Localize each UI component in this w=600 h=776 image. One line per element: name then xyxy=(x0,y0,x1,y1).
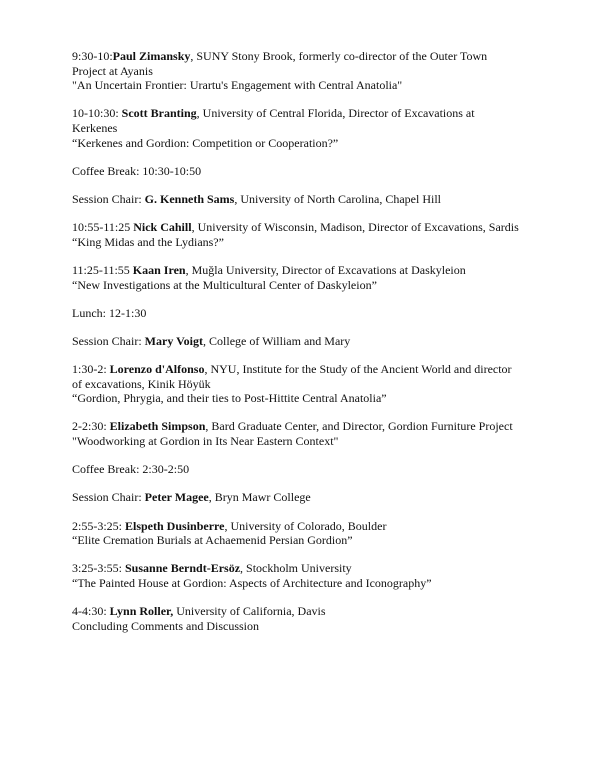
talk-title: “King Midas and the Lydians?” xyxy=(72,234,224,249)
program-page xyxy=(72,49,542,633)
talk-time: 4-4:30: xyxy=(72,604,110,619)
speaker-name: Lorenzo d'Alfonso xyxy=(109,362,205,377)
talk-time: 10-10:30: xyxy=(72,106,122,121)
talk-title: “Gordion, Phrygia, and their ties to Post-Hittite Central Anatolia” xyxy=(72,391,387,406)
speaker-affiliation: , SUNY Stony Brook, formerly co-director of the Outer Town xyxy=(190,49,488,63)
speaker-name: Nick Cahill xyxy=(133,220,192,235)
speaker-name: Susanne Berndt-Ersöz xyxy=(125,561,241,576)
break-text: Coffee Break: 2:30-2:50 xyxy=(72,462,190,477)
talk-header-line xyxy=(72,106,542,121)
talk-time: 2:55-3:25: xyxy=(72,518,125,533)
talk-entry xyxy=(72,362,542,406)
speaker-name: Lynn Roller, xyxy=(109,604,174,619)
talk-entry xyxy=(72,106,542,150)
talk-title: “Kerkenes and Gordion: Competition or Cooperation?” xyxy=(72,135,339,150)
speaker-affiliation: , Bard Graduate Center, and Director, Gordion Furniture Project xyxy=(205,419,513,434)
speaker-affiliation: , University of Colorado, Boulder xyxy=(224,518,387,533)
talk-time: 3:25-3:55: xyxy=(72,561,125,576)
speaker-affiliation: , Muğla University, Director of Excavations at Daskyleion xyxy=(185,262,466,277)
speaker-name: Elizabeth Simpson xyxy=(109,419,206,434)
talk-entry xyxy=(72,263,542,292)
speaker-name: Kaan Iren xyxy=(132,262,186,277)
session-chair-entry xyxy=(72,334,542,349)
break-entry xyxy=(72,306,542,321)
talk-time: 1:30-2: xyxy=(72,362,110,377)
chair-name: G. Kenneth Sams xyxy=(144,191,235,206)
session-chair-label: Session Chair: xyxy=(72,490,145,505)
speaker-affiliation: University of California, Davis xyxy=(173,604,326,619)
speaker-affiliation: , NYU, Institute for the Study of the Ancient World and director xyxy=(204,362,512,377)
talk-entry xyxy=(72,519,542,548)
talk-title: “Elite Cremation Burials at Achaemenid Persian Gordion” xyxy=(72,533,353,548)
talk-time: 10:55-11:25 xyxy=(72,220,134,235)
break-entry xyxy=(72,462,542,477)
talk-title: "Woodworking at Gordion in Its Near Eastern Context" xyxy=(72,434,339,449)
talk-header-line xyxy=(72,263,542,278)
speaker-affiliation: , Stockholm University xyxy=(240,561,352,576)
speaker-name: Scott Branting xyxy=(121,106,197,121)
session-chair-label: Session Chair: xyxy=(72,191,145,206)
break-text: Lunch: 12-1:30 xyxy=(72,305,147,320)
talk-header-line xyxy=(72,561,542,576)
talk-header-line xyxy=(72,49,542,64)
talk-time: 9:30-10: xyxy=(72,49,113,63)
talk-entry xyxy=(72,419,542,448)
speaker-affiliation-continued: of excavations, Kinik Höyük xyxy=(72,376,211,391)
talk-header-line xyxy=(72,419,542,434)
chair-name: Peter Magee xyxy=(144,490,209,505)
speaker-name: Paul Zimansky xyxy=(112,49,191,63)
session-chair-label: Session Chair: xyxy=(72,333,145,348)
talk-header-line xyxy=(72,220,542,235)
speaker-affiliation: , University of Central Florida, Director of Excavations at xyxy=(196,106,475,121)
talk-entry xyxy=(72,220,542,249)
talk-entry xyxy=(72,561,542,590)
break-text: Coffee Break: 10:30-10:50 xyxy=(72,163,202,178)
speaker-affiliation: , University of Wisconsin, Madison, Director of Excavations, Sardis xyxy=(191,220,519,235)
chair-affiliation: , College of William and Mary xyxy=(203,333,351,348)
speaker-affiliation-continued: Kerkenes xyxy=(72,120,118,135)
talk-time: 11:25-11:55 xyxy=(72,262,133,277)
chair-affiliation: , Bryn Mawr College xyxy=(208,490,311,505)
speaker-affiliation-continued: Project at Ayanis xyxy=(72,63,153,78)
talk-header-line xyxy=(72,604,542,619)
break-entry xyxy=(72,164,542,179)
talk-entry xyxy=(72,49,542,93)
talk-title: “The Painted House at Gordion: Aspects of Architecture and Iconography” xyxy=(72,575,432,590)
chair-name: Mary Voigt xyxy=(144,333,204,348)
talk-header-line xyxy=(72,519,542,534)
talk-header-line xyxy=(72,362,542,377)
session-chair-entry xyxy=(72,490,542,505)
chair-affiliation: , University of North Carolina, Chapel Hill xyxy=(234,191,441,206)
session-chair-entry xyxy=(72,192,542,207)
talk-title: “New Investigations at the Multicultural Center of Daskyleion” xyxy=(72,277,377,292)
talk-title: "An Uncertain Frontier: Urartu's Engagement with Central Anatolia" xyxy=(72,78,403,93)
talk-time: 2-2:30: xyxy=(72,419,110,434)
talk-title: Concluding Comments and Discussion xyxy=(72,618,259,633)
speaker-name: Elspeth Dusinberre xyxy=(125,518,225,533)
talk-entry xyxy=(72,604,542,633)
